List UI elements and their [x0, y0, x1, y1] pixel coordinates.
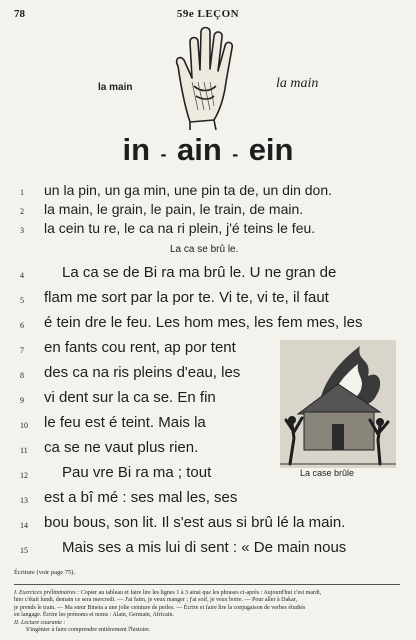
sound-banner [0, 132, 416, 168]
exercise-line: un la pin, un ga min, une pin ta de, un din don. [44, 182, 332, 198]
line-number: 15 [20, 546, 28, 555]
note-text: hier c'était lundi, demain ce sera mercredi. — J'ai faim, je veux manger ; j'ai soif, je veux boire. — Pour aller à Dakar, [14, 597, 298, 604]
separator: - [232, 144, 239, 164]
story-line: bou bous, son lit. Il s'est aus si brû lé la main. [44, 514, 346, 531]
line-number: 1 [20, 188, 24, 197]
ecriture-note: Écriture (voir page 75). [14, 569, 76, 576]
story-line: Pau vre Bi ra ma ; tout [62, 464, 212, 481]
line-number: 14 [20, 521, 28, 530]
line-number: 12 [20, 471, 28, 480]
note-text: je prends le train. — Ma sœur Bineta a une jolie ceinture de perles. — Écrire et faire lire la conjugaison de verbes étudiés [14, 604, 306, 611]
footer-divider [14, 584, 400, 585]
story-line: La ca se de Bi ra ma brû le. U ne gran de [62, 264, 337, 281]
exercise-line: la cein tu re, le ca na ri plein, j'é teins le feu. [44, 220, 316, 236]
story-line: flam me sort par la por te. Vi te, vi te, il faut [44, 289, 329, 306]
line-number: 3 [20, 226, 24, 235]
line-number: 9 [20, 396, 24, 405]
line-number: 10 [20, 421, 28, 430]
page-number: 78 [14, 8, 25, 20]
exercise-line: la main, le grain, le pain, le train, de main. [44, 201, 304, 217]
keyword-script: la main [276, 76, 319, 91]
syllable-ein: ein [248, 132, 294, 167]
story-title: La ca se brû le. [170, 244, 239, 255]
line-number: 13 [20, 496, 28, 505]
story-line: ca se ne vaut plus rien. [44, 439, 199, 456]
keyword-print: la main [98, 82, 133, 93]
line-number: 8 [20, 371, 24, 380]
story-line: en fants cou rent, ap por tent [44, 339, 236, 356]
note-label: I. Exercices préliminaires : [14, 590, 80, 596]
separator: - [160, 144, 167, 164]
story-line: des ca na ris pleins d'eau, les [44, 364, 241, 381]
story-line: é tein dre le feu. Les hom mes, les fem mes, les [44, 314, 363, 331]
hand-illustration [170, 26, 244, 130]
syllable-ain: ain [176, 132, 222, 167]
line-number: 2 [20, 207, 24, 216]
note-text: S'ingénier à faire comprendre entièrement l'histoire. [26, 627, 151, 634]
illustration-caption: La case brûle [300, 468, 355, 478]
line-number: 5 [20, 296, 24, 305]
line-number: 6 [20, 321, 24, 330]
story-line: le feu est é teint. Mais la [44, 414, 206, 431]
note-text: Copier au tableau et faire lire les lignes 1 à 3 ainsi que les phrases ci-après : Aujourd'hui c'est mardi, [80, 590, 322, 596]
note-text: en langage. Écrire les prénoms et noms : Alain, Germain, Africain. [14, 612, 174, 619]
lesson-title: 59e LEÇON [176, 8, 240, 20]
line-number: 4 [20, 271, 24, 280]
story-line: vi dent sur la ca se. En fin [44, 389, 216, 406]
line-number: 7 [20, 346, 24, 355]
note-label: II. Lecture courante : [14, 619, 66, 626]
line-number: 11 [20, 446, 28, 455]
teacher-notes [14, 590, 404, 634]
story-line: Mais ses a mis lui di sent : « De main nous [62, 539, 347, 556]
story-line: est a bî mé : ses mal les, ses [44, 489, 238, 506]
syllable-in: in [122, 132, 151, 167]
burning-hut-illustration [280, 340, 396, 468]
